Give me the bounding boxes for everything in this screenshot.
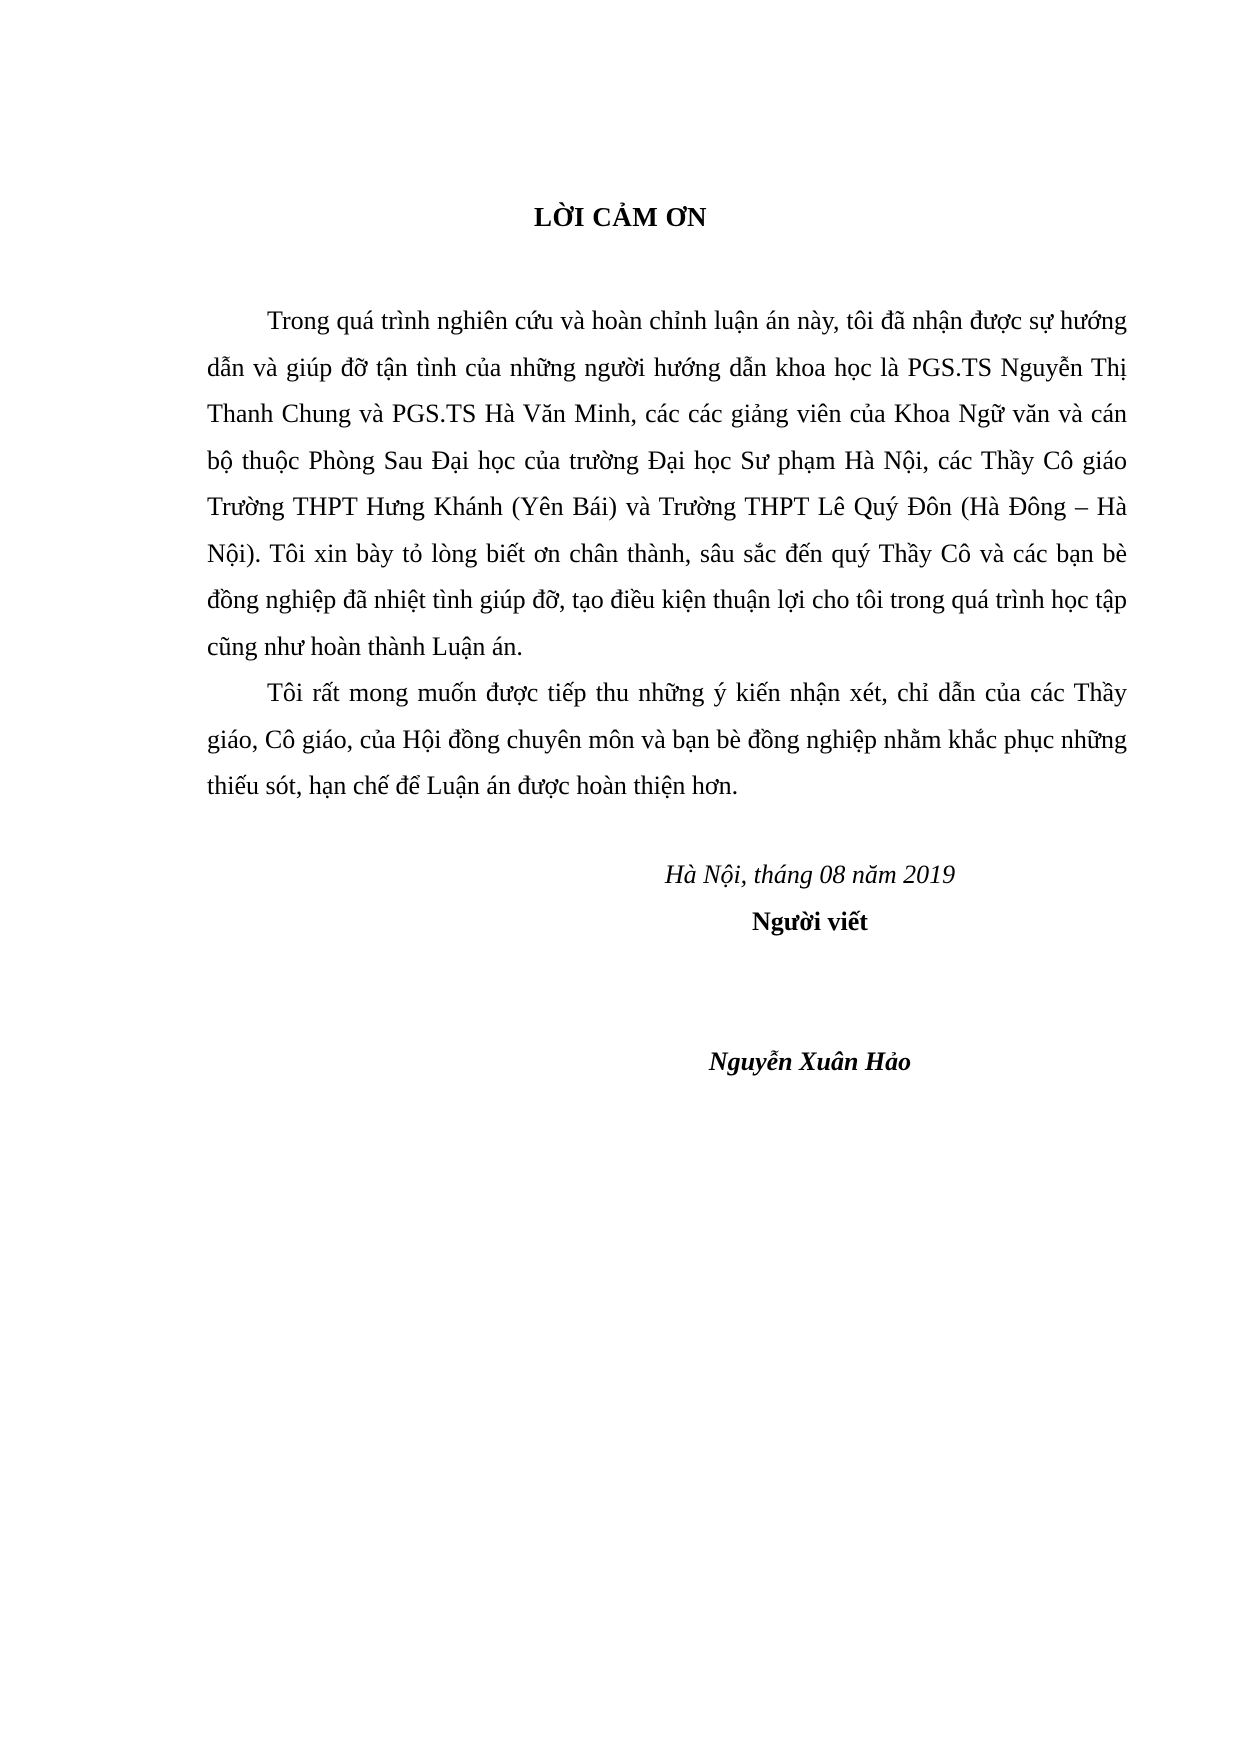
- acknowledgement-body: [207, 298, 1127, 810]
- paragraph-2: Tôi rất mong muốn được tiếp thu những ý kiến nhận xét, chỉ dẫn của các Thầy giáo, Cô giáo, của Hội đồng chuyên môn và bạn bè đồng nghiệp nhằm khắc phục những thiếu sót, hạn chế để Luận án được hoàn thiện hơn.: [207, 678, 1127, 800]
- place-date: Hà Nội, tháng 08 năm 2019: [664, 860, 956, 889]
- writer-label: Người viết: [752, 907, 868, 936]
- page-title: LỜI CẢM ƠN: [534, 202, 707, 232]
- paragraph-1: Trong quá trình nghiên cứu và hoàn chỉnh luận án này, tôi đã nhận được sự hướng dẫn và giúp đỡ tận tình của những người hướng dẫn khoa học là PGS.TS Nguyễn Thị Thanh Chung và PGS.TS Hà Văn Minh, các các giảng viên của Khoa Ngữ văn và cán bộ thuộc Phòng Sau Đại học của trường Đại học Sư phạm Hà Nội, các Thầy Cô giáo Trường THPT Hưng Khánh (Yên Bái) và Trường THPT Lê Quý Đôn (Hà Đông – Hà Nội). Tôi xin bày tỏ lòng biết ơn chân thành, sâu sắc đến quý Thầy Cô và các bạn bè đồng nghiệp đã nhiệt tình giúp đỡ, tạo điều kiện thuận lợi cho tôi trong quá trình học tập cũng như hoàn thành Luận án.: [207, 306, 1127, 661]
- author-name: Nguyễn Xuân Hảo: [708, 1047, 912, 1076]
